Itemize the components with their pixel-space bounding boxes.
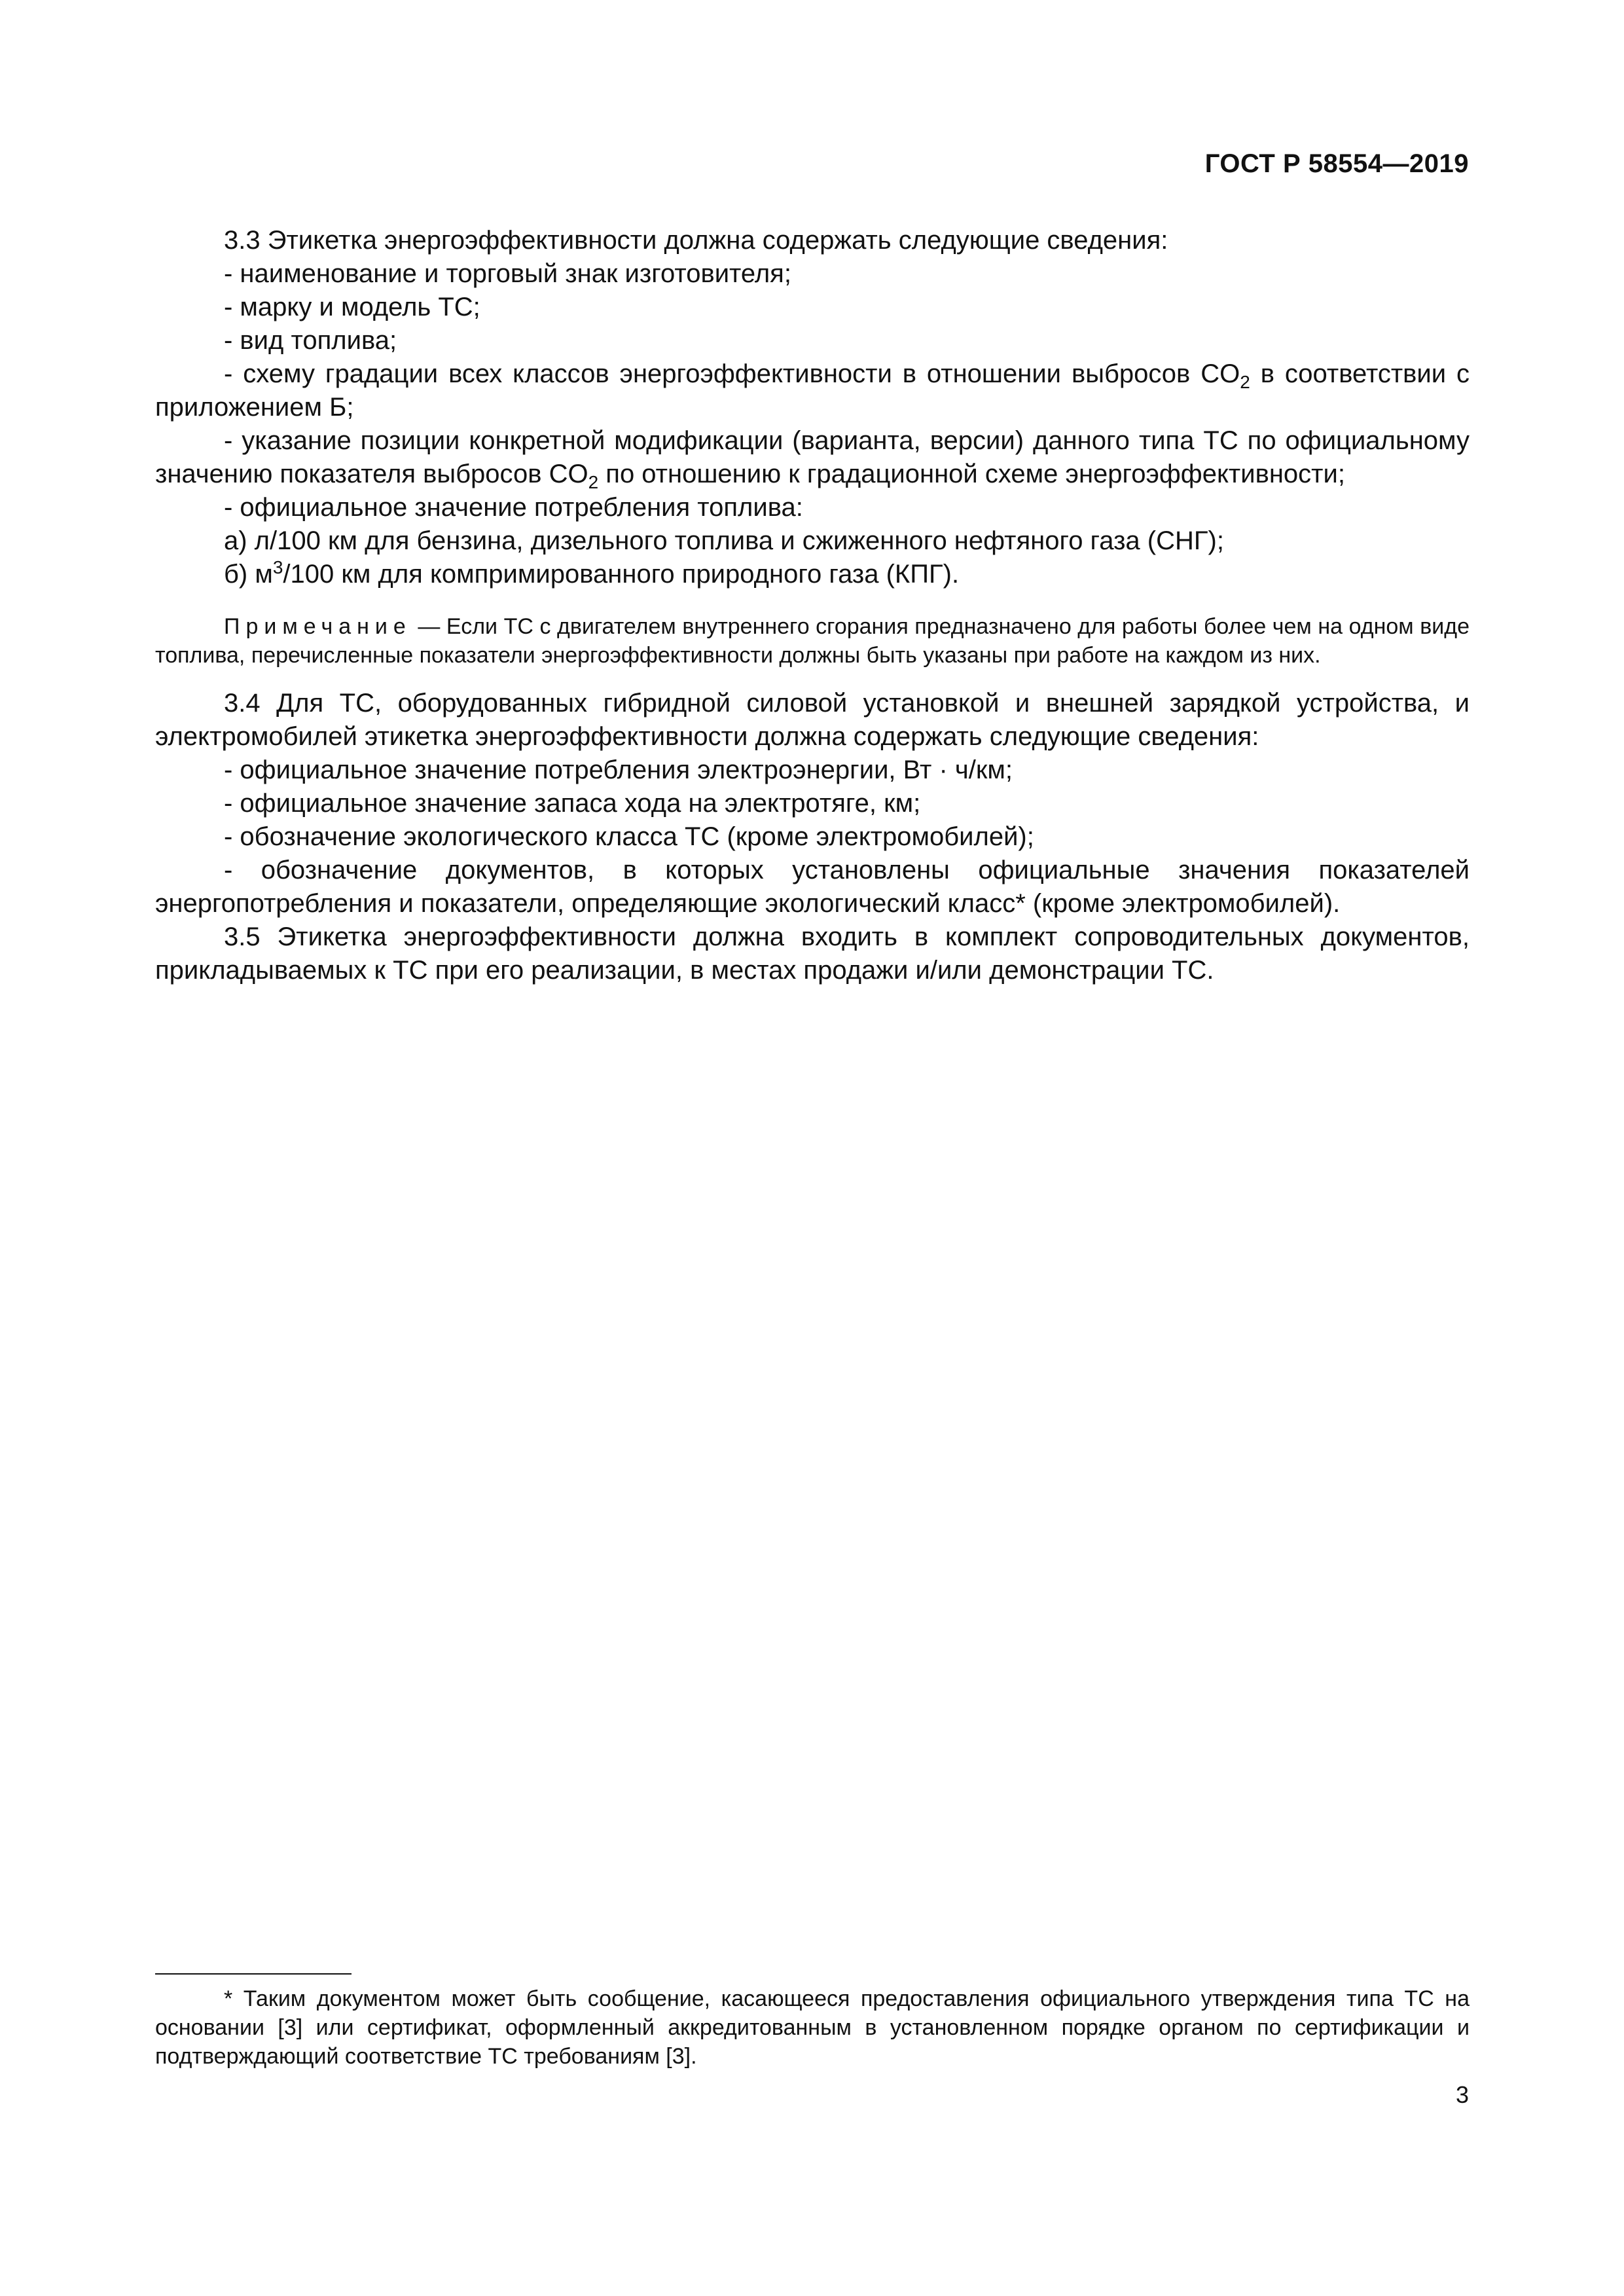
cng-text-end: /100 км для компримированного природного газа (КПГ). (283, 560, 960, 589)
position-text-end: по отношению к градационной схеме энергоэффективности; (598, 460, 1345, 488)
note-text: — Если ТС с двигателем внутреннего сгорания предназначено для работы более чем на одном виде топлива, перечисленные показатели энергоэффективности должны быть указаны при работе на каждом из них. (155, 614, 1470, 668)
document-body (155, 224, 1470, 987)
list-item-modification-position (155, 424, 1470, 491)
list-item-gradation-scheme (155, 357, 1470, 424)
footnote-text: * Таким документом может быть сообщение, касающееся предоставления официального утверждения типа ТС на основании [3] или сертификат, оформленный аккредитованным в установленном порядке органом по сертификации и подтверждающий соответствие ТС требованиям [3]. (155, 1986, 1470, 2069)
section-3-4-intro: 3.4 Для ТС, оборудованных гибридной силовой установкой и внешней зарядкой устройства, и электромобилей этикетка энергоэффективности должна содержать следующие сведения: (155, 689, 1470, 751)
sub-item-b-cng (155, 558, 1470, 591)
sub-item-a-liquid-fuels: а) л/100 км для бензина, дизельного топлива и сжиженного нефтяного газа (СНГ); (224, 526, 1224, 555)
note-label: Примечание (224, 614, 412, 639)
co2-subscript: 2 (588, 472, 599, 492)
list-item-ecological-class: - обозначение экологического класса ТС (кроме электромобилей); (224, 822, 1034, 851)
position-text-start: - указание позиции конкретной модификации (варианта, версии) данного типа ТС по официальному значению показателя выбросов CO (155, 426, 1470, 488)
gradation-text-end: в соответствии с приложением Б; (155, 359, 1470, 422)
list-item-electricity-consumption: - официальное значение потребления электроэнергии, Вт · ч/км; (224, 756, 1013, 784)
list-item-manufacturer: - наименование и торговый знак изготовителя; (224, 259, 791, 288)
cng-text-start: б) м (224, 560, 273, 589)
list-item-official-consumption: - официальное значение потребления топлива: (224, 493, 803, 522)
list-item-fuel-type: - вид топлива; (224, 326, 397, 355)
note-paragraph (155, 612, 1470, 670)
section-3-5-text: 3.5 Этикетка энергоэффективности должна входить в комплект сопроводительных документов, прикладываемых к ТС при его реализации, в местах продажи и/или демонстрации ТС. (155, 922, 1470, 985)
footnote-divider (155, 1973, 352, 1975)
list-item-model: - марку и модель ТС; (224, 293, 480, 321)
list-item-documents: - обозначение документов, в которых установлены официальные значения показателей энергопотребления и показатели, определяющие экологический класс* (кроме электромобилей). (155, 856, 1470, 918)
cubic-superscript: 3 (272, 557, 283, 577)
document-standard-code: ГОСТ Р 58554—2019 (1204, 149, 1469, 178)
list-item-electric-range: - официальное значение запаса хода на электротяге, км; (224, 789, 921, 818)
gradation-text-start: - схему градации всех классов энергоэффективности в отношении выбросов CO (224, 359, 1240, 388)
co2-subscript: 2 (1240, 372, 1250, 392)
section-3-3-intro: 3.3 Этикетка энергоэффективности должна содержать следующие сведения: (224, 226, 1168, 255)
page-number: 3 (1455, 2081, 1469, 2108)
